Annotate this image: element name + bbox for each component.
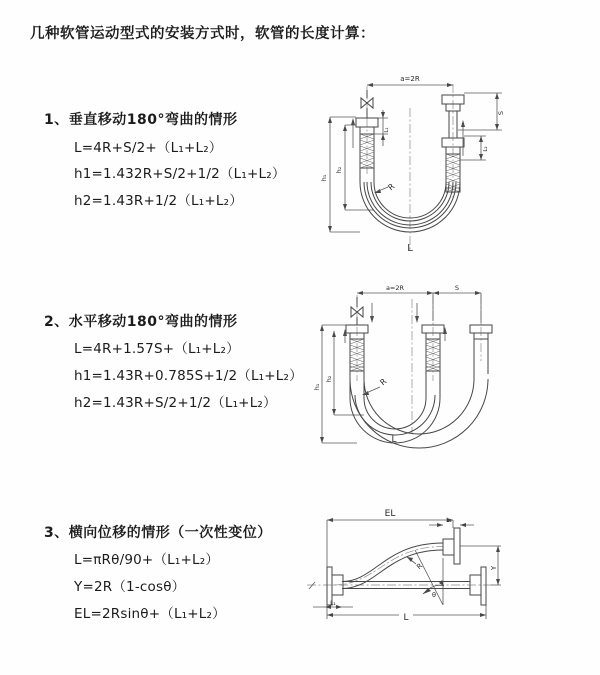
angle-label: θ	[432, 591, 436, 599]
dim-label-a2r: a=2R	[400, 75, 420, 83]
radius-label: R	[415, 561, 425, 572]
dim-label-s: S	[497, 110, 505, 116]
section-1-formula-h1: h1=1.432R+S/2+1/2（L₁+L₂）	[74, 166, 286, 182]
diagram-lateral-displacement	[303, 498, 600, 650]
section-2-heading: 2、水平移动180°弯曲的情形	[44, 314, 238, 330]
dim-label-s: S	[454, 284, 460, 292]
length-label: L	[407, 243, 413, 254]
dimension-arrows	[320, 291, 481, 443]
section-3-heading: 3、横向位移的情形（一次性变位）	[44, 525, 272, 541]
hose-arcs	[350, 371, 488, 448]
radius-label: R	[378, 376, 389, 388]
dim-label-h2: h₂	[325, 375, 333, 383]
dim-label-a2r: a=2R	[385, 284, 405, 292]
section-1-formula-h2: h2=1.43R+1/2（L₁+L₂）	[74, 193, 243, 209]
dim-label-l2: L₂	[483, 146, 489, 152]
centerlines	[307, 547, 495, 586]
valve-and-fittings	[346, 297, 492, 379]
flanges	[327, 528, 486, 605]
dim-label-l: L	[403, 613, 409, 623]
dimension-lines	[330, 85, 502, 232]
section-1-formula-L: L=4R+S/2+（L₁+L₂）	[74, 140, 223, 156]
dimension-lines	[309, 520, 501, 619]
dim-label-l1: L₁	[384, 127, 390, 133]
dim-label-el: EL	[384, 509, 396, 519]
diagram-horizontal-180-bend	[312, 283, 598, 469]
dim-label-h1: h₁	[320, 174, 328, 182]
length-label: L	[391, 435, 397, 445]
section-1-heading: 1、垂直移动180°弯曲的情形	[44, 112, 238, 128]
section-2-formula-h1: h1=1.43R+0.785S+1/2（L₁+L₂）	[74, 368, 303, 384]
dim-label-h2: h₂	[335, 166, 343, 174]
hose-outline	[342, 543, 470, 589]
dimension-arrows	[325, 518, 500, 617]
radius-label: R	[386, 181, 397, 193]
dim-label-h1: h₁	[313, 383, 321, 391]
section-3-formula-Y: Y=2R（1-cosθ）	[74, 579, 186, 595]
diagram-vertical-180-bend	[312, 70, 598, 262]
dim-label-l1: L₁	[330, 600, 336, 607]
section-3-formula-L: L=πRθ/90+（L₁+L₂）	[74, 552, 220, 568]
page-title: 几种软管运动型式的安装方式时，软管的长度计算：	[30, 26, 375, 42]
section-2-formula-h2: h2=1.43R+S/2+1/2（L₁+L₂）	[74, 395, 277, 411]
section-2-formula-L: L=4R+1.57S+（L₁+L₂）	[74, 341, 240, 357]
dim-label-l2: L₂	[446, 517, 452, 524]
section-3-formula-EL: EL=2Rsinθ+（L₁+L₂）	[74, 606, 226, 622]
dimension-lines	[322, 293, 481, 443]
dim-label-y: Y	[490, 565, 498, 571]
